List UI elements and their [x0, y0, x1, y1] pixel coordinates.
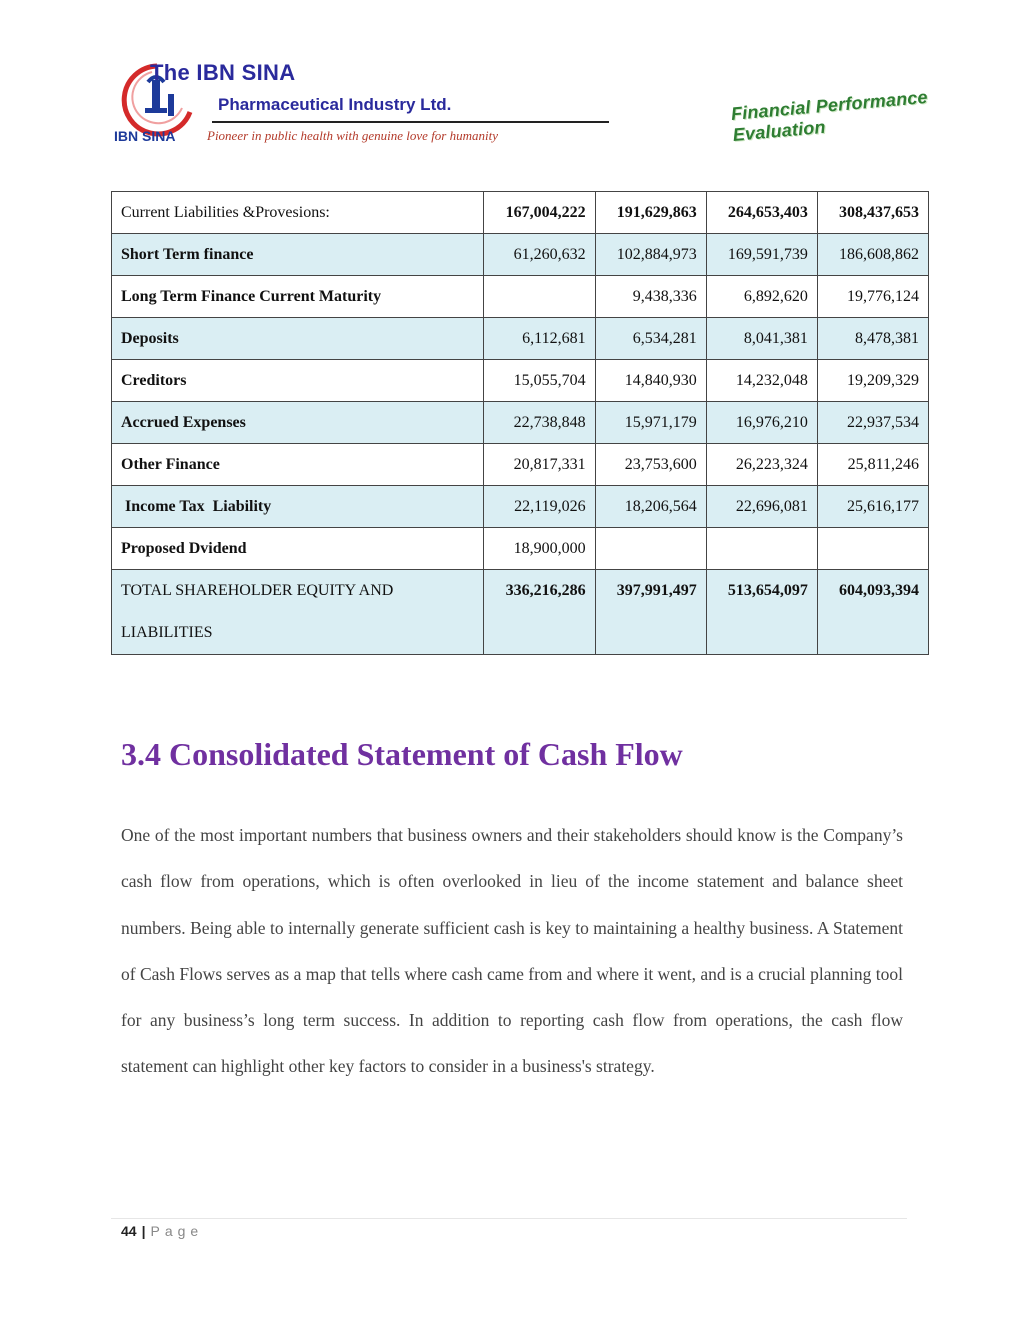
- row-value: 15,055,704: [484, 360, 595, 402]
- brand-name: IBN SINA: [114, 128, 176, 144]
- row-value: 16,976,210: [706, 402, 817, 444]
- row-value: 9,438,336: [595, 276, 706, 318]
- row-value: 22,696,081: [706, 486, 817, 528]
- table-row: [112, 360, 929, 402]
- row-value: 14,840,930: [595, 360, 706, 402]
- section-heading: 3.4 Consolidated Statement of Cash Flow: [121, 736, 683, 772]
- page-label: Page: [150, 1223, 204, 1239]
- row-label: Income Tax Liability: [112, 486, 484, 528]
- row-value: 336,216,286: [484, 570, 595, 655]
- footer-divider: [111, 1218, 907, 1219]
- table-row: [112, 234, 929, 276]
- row-value: 18,900,000: [484, 528, 595, 570]
- row-value: 169,591,739: [706, 234, 817, 276]
- row-value: 397,991,497: [595, 570, 706, 655]
- section-paragraph: One of the most important numbers that business owners and their stakeholders should know is the Company’s cash flow from operations, which is often overlooked in lieu of the income statement and balance sheet numbers. Being able to internally generate sufficient cash is key to maintaining a healthy business. A Statement of Cash Flows serves as a map that tells where cash came from and where it went, and is a crucial planning tool for any business’s long term success. In addition to reporting cash flow from operations, the cash flow statement can highlight other key factors to consider in a business's strategy.: [121, 825, 903, 1077]
- table-row: [112, 276, 929, 318]
- liabilities-table: [111, 191, 929, 655]
- row-value: 308,437,653: [817, 192, 928, 234]
- row-value: 26,223,324: [706, 444, 817, 486]
- row-label: Deposits: [112, 318, 484, 360]
- row-value: 604,093,394: [817, 570, 928, 655]
- company-subtitle: Pharmaceutical Industry Ltd.: [218, 95, 452, 114]
- row-value: 8,041,381: [706, 318, 817, 360]
- table-row: [112, 402, 929, 444]
- header-divider: [212, 121, 609, 123]
- row-value: 25,616,177: [817, 486, 928, 528]
- row-value: 19,209,329: [817, 360, 928, 402]
- row-value: 23,753,600: [595, 444, 706, 486]
- row-value: 19,776,124: [817, 276, 928, 318]
- company-tagline: Pioneer in public health with genuine love for humanity: [207, 128, 499, 143]
- footer-separator: |: [141, 1223, 146, 1239]
- row-label: Creditors: [112, 360, 484, 402]
- row-label: TOTAL SHAREHOLDER EQUITY AND LIABILITIES: [112, 570, 484, 655]
- row-value: 18,206,564: [595, 486, 706, 528]
- row-value: [706, 528, 817, 570]
- row-value: 22,937,534: [817, 402, 928, 444]
- page-number: 44: [121, 1223, 137, 1239]
- row-label: Accrued Expenses: [112, 402, 484, 444]
- row-value: 264,653,403: [706, 192, 817, 234]
- row-value: 186,608,862: [817, 234, 928, 276]
- row-value: 167,004,222: [484, 192, 595, 234]
- row-label: Current Liabilities &Provesions:: [112, 192, 484, 234]
- table-row: [112, 444, 929, 486]
- row-value: 14,232,048: [706, 360, 817, 402]
- row-value: 20,817,331: [484, 444, 595, 486]
- row-label: Long Term Finance Current Maturity: [112, 276, 484, 318]
- row-value: [817, 528, 928, 570]
- row-value: 25,811,246: [817, 444, 928, 486]
- company-title: The IBN SINA: [150, 60, 296, 85]
- row-value: 6,534,281: [595, 318, 706, 360]
- row-value: 22,119,026: [484, 486, 595, 528]
- row-value: 6,112,681: [484, 318, 595, 360]
- row-label: Other Finance: [112, 444, 484, 486]
- table-row: [112, 486, 929, 528]
- row-value: 61,260,632: [484, 234, 595, 276]
- row-value: 15,971,179: [595, 402, 706, 444]
- row-value: 6,892,620: [706, 276, 817, 318]
- row-label: Proposed Dvidend: [112, 528, 484, 570]
- row-value: [595, 528, 706, 570]
- row-value: 22,738,848: [484, 402, 595, 444]
- table-row: [112, 318, 929, 360]
- page-footer: [121, 1223, 203, 1239]
- report-title: Financial Performance Evaluation: [730, 86, 929, 145]
- row-value: [484, 276, 595, 318]
- row-value: 8,478,381: [817, 318, 928, 360]
- row-label: Short Term finance: [112, 234, 484, 276]
- table-row: [112, 528, 929, 570]
- row-value: 513,654,097: [706, 570, 817, 655]
- row-value: 102,884,973: [595, 234, 706, 276]
- table-row-total: [112, 570, 929, 655]
- row-value: 191,629,863: [595, 192, 706, 234]
- table-row: [112, 192, 929, 234]
